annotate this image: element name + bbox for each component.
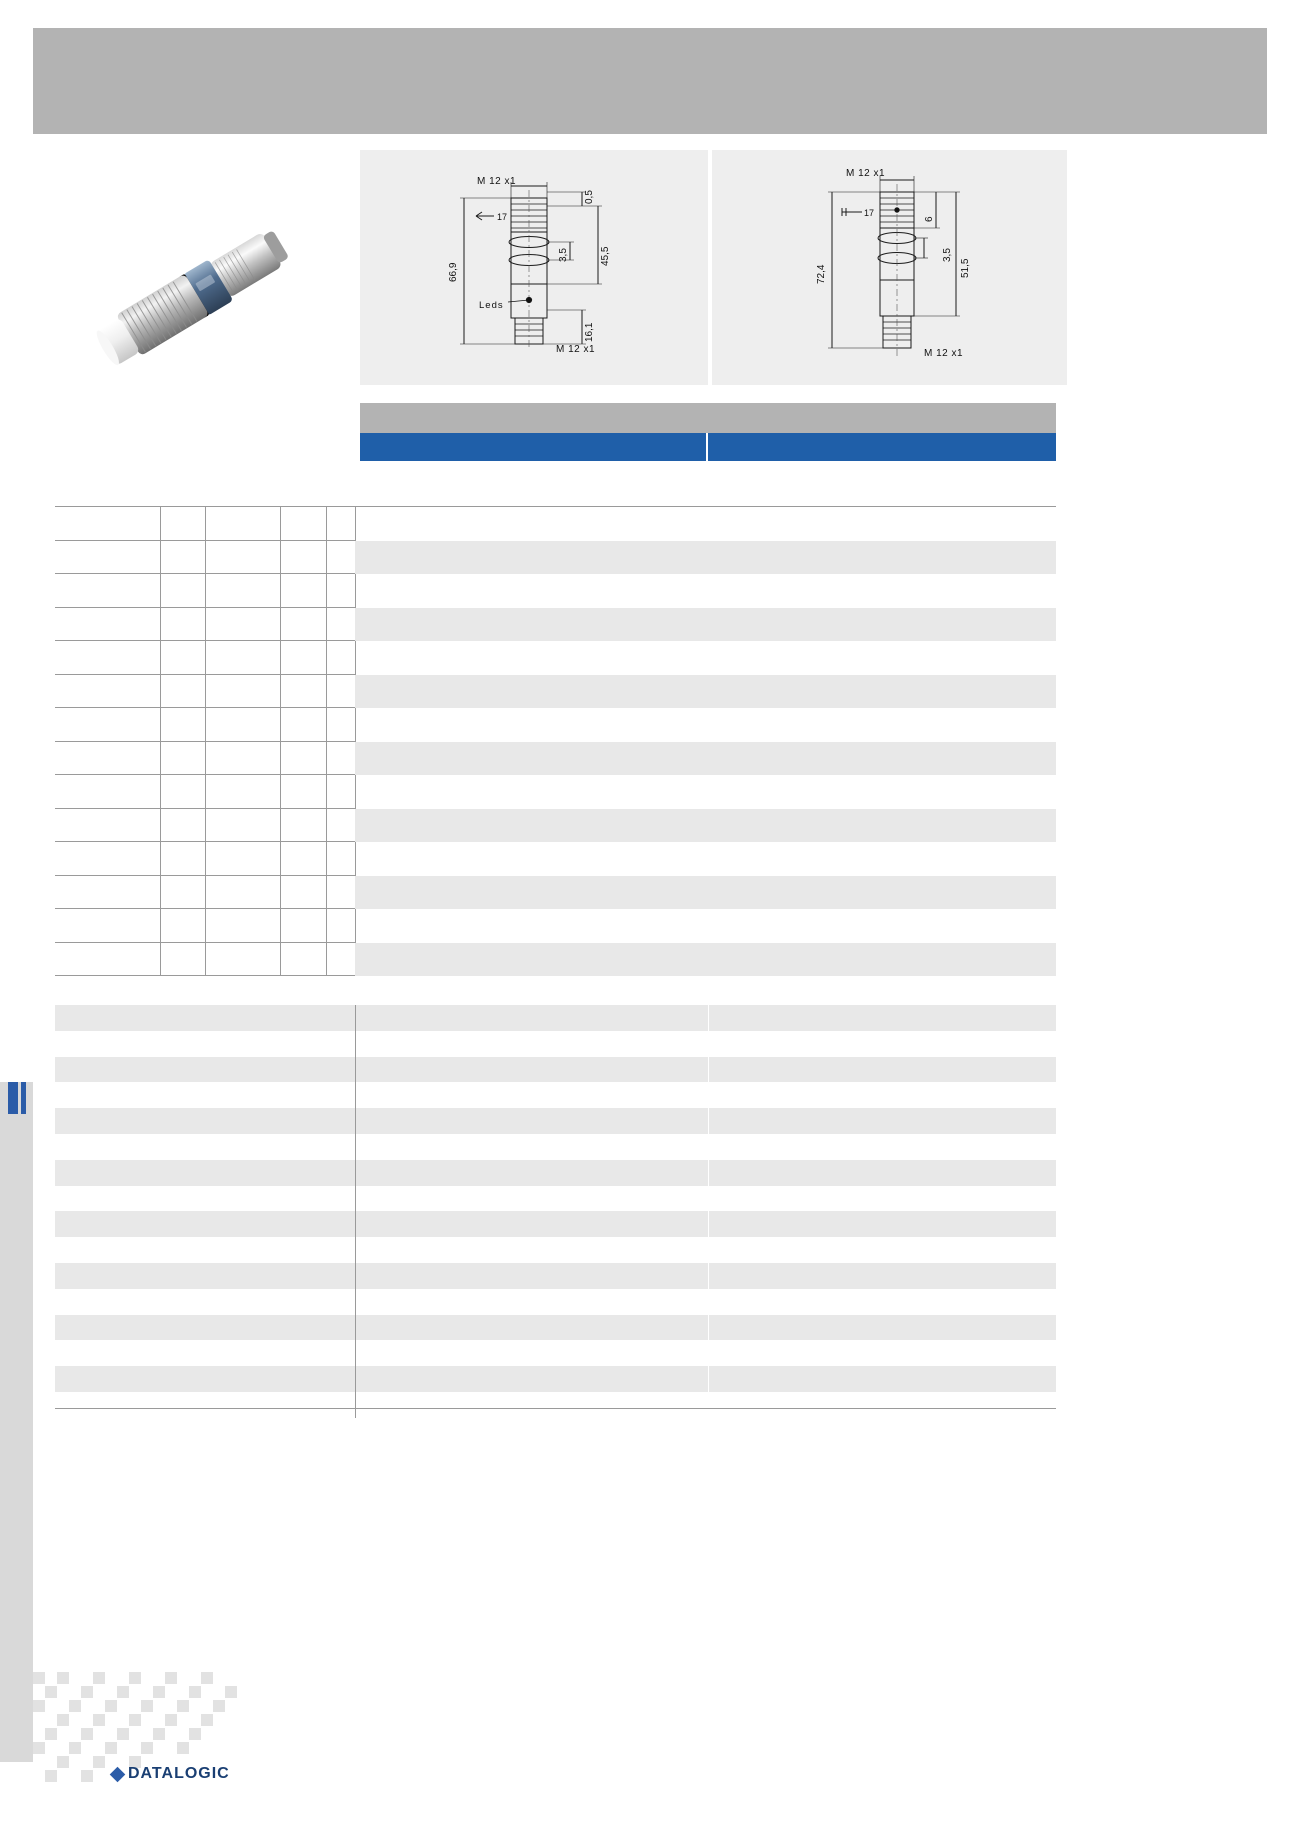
table-cell-col-b	[708, 742, 1056, 776]
dwg-right-dim-515: 51,5	[960, 258, 971, 278]
caption-bar-blue-right	[708, 433, 1056, 461]
table-row	[55, 708, 1056, 742]
table-row	[55, 1031, 1056, 1057]
table-row	[55, 1186, 1056, 1212]
table-cell-col-b	[708, 675, 1056, 709]
table-bottom-rule	[55, 1408, 1056, 1409]
table-cell-col-b	[708, 507, 1056, 541]
dwg-right-thread-bottom: M 12 x1	[924, 348, 964, 359]
table-cell-col-a	[355, 909, 708, 943]
footer-logo	[112, 1765, 230, 1783]
table-cell-col-b	[708, 608, 1056, 642]
table-row	[55, 909, 1056, 943]
table-row	[55, 507, 1056, 541]
footer-brand-label: DATALOGIC	[128, 1765, 230, 1782]
table-row	[55, 1392, 1056, 1418]
table-cell-col-a	[355, 742, 708, 776]
sensor-photo-graphic	[78, 218, 323, 373]
table-cell-col-b	[708, 574, 1056, 608]
table-cell-col-a	[355, 641, 708, 675]
dwg-left-thread-top: M 12 x1	[477, 176, 517, 187]
drawing-panel-left	[360, 150, 708, 385]
table-row	[55, 541, 1056, 575]
table-cell-col-a	[355, 775, 708, 809]
table-cell-col-a	[355, 842, 708, 876]
table-row	[55, 1237, 1056, 1263]
table-row	[55, 1340, 1056, 1366]
table-cell-col-a	[355, 708, 708, 742]
table-row	[55, 675, 1056, 709]
dwg-left-wrench: 17	[497, 212, 508, 222]
dwg-left-thread-bottom: M 12 x1	[556, 344, 596, 355]
table-cell-col-a	[355, 507, 708, 541]
table-cell-col-b	[708, 708, 1056, 742]
table-cell-col-b	[708, 809, 1056, 843]
caption-bar-grey	[360, 403, 1056, 433]
table-cell-col-b	[708, 943, 1056, 977]
table-row	[55, 1082, 1056, 1108]
left-edge-blue-marker-secondary	[21, 1082, 26, 1114]
table-cell-col-a	[355, 541, 708, 575]
dwg-left-leds: Leds	[479, 300, 504, 311]
table-row	[55, 1108, 1056, 1134]
table-row	[55, 1366, 1056, 1392]
specifications-table-upper	[55, 506, 1056, 976]
dimension-drawing-left	[360, 150, 708, 385]
table-row	[55, 1289, 1056, 1315]
table-cell-col-b	[708, 641, 1056, 675]
table-row	[55, 1211, 1056, 1237]
table-row	[55, 1134, 1056, 1160]
table-row	[55, 876, 1056, 910]
table-row	[55, 775, 1056, 809]
dwg-left-dim-161: 16,1	[584, 322, 595, 342]
table-cell-col-a	[355, 876, 708, 910]
dwg-left-dim-35: 3,5	[558, 248, 569, 262]
dwg-right-thread-top: M 12 x1	[846, 168, 886, 179]
table-row	[55, 742, 1056, 776]
table-row	[55, 842, 1056, 876]
table-cell-col-b	[708, 876, 1056, 910]
page-header-band	[33, 28, 1267, 134]
dwg-right-total-length: 72,4	[816, 264, 827, 284]
left-edge-strip	[0, 1082, 33, 1762]
table-cell-col-a	[355, 608, 708, 642]
diamond-icon	[110, 1766, 126, 1782]
dwg-left-total-length: 66,9	[448, 262, 459, 282]
table-cell-col-a	[355, 675, 708, 709]
drawing-panel-right	[712, 150, 1067, 385]
dwg-left-dim-455: 45,5	[600, 246, 611, 266]
product-photo	[60, 200, 340, 390]
specifications-table-lower	[55, 1005, 1056, 1418]
table-row	[55, 1057, 1056, 1083]
dwg-left-dim-05: 0,5	[584, 190, 595, 204]
dimension-drawing-right	[712, 150, 1067, 385]
table-row	[55, 1263, 1056, 1289]
dwg-right-wrench: 17	[864, 208, 875, 218]
table-row	[55, 641, 1056, 675]
table-cell-col-b	[708, 541, 1056, 575]
table-cell-col-b	[708, 775, 1056, 809]
caption-bar-blue-left	[360, 433, 706, 461]
table-row	[55, 1005, 1056, 1031]
table-row	[55, 608, 1056, 642]
table-cell-col-a	[355, 943, 708, 977]
table-row	[55, 574, 1056, 608]
table-row	[55, 1160, 1056, 1186]
table-cell-col-b	[708, 909, 1056, 943]
dwg-right-dim-6: 6	[924, 216, 935, 222]
table-cell-col-a	[355, 574, 708, 608]
table-cell-col-a	[355, 809, 708, 843]
table-row	[55, 943, 1056, 977]
left-edge-blue-marker	[8, 1082, 18, 1114]
table-row	[55, 809, 1056, 843]
table-row	[55, 1315, 1056, 1341]
dwg-right-dim-35: 3,5	[942, 248, 953, 262]
table-cell-col-b	[708, 842, 1056, 876]
